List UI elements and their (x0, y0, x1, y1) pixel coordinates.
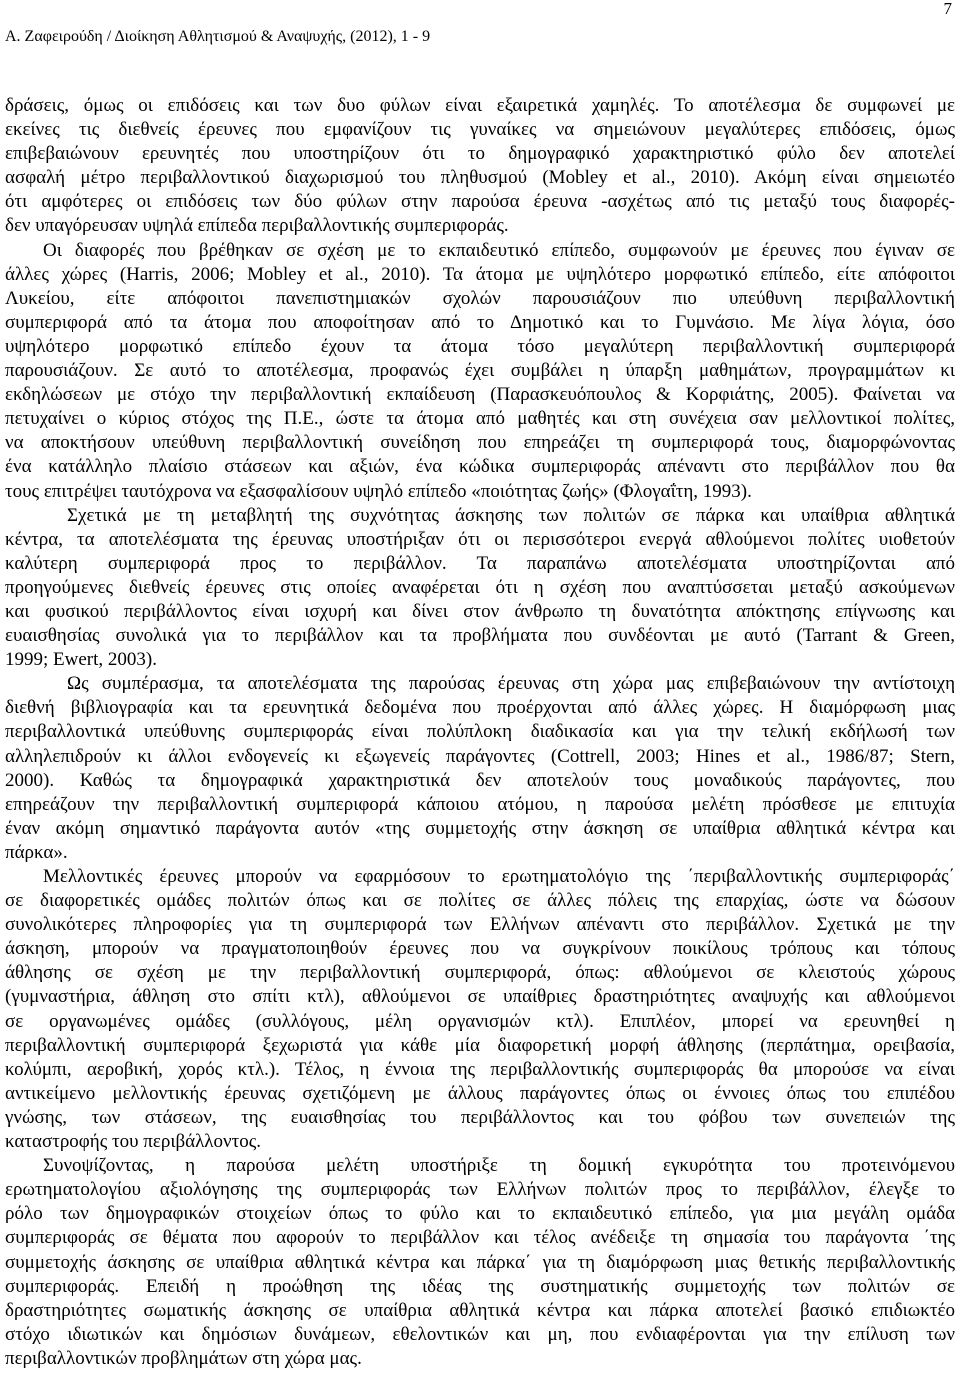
text-line: υψηλότερο μορφωτικό επίπεδο έχουν τα άτομα τόσο μεγαλύτερη περιβαλλοντική συμπεριφορά (5, 335, 955, 357)
text-line: κέντρα, τα αποτελέσματα της έρευνας υποστήριξαν ότι οι περισσότεροι ενεργά αθλούμενοι πολίτες υιοθετούν (5, 528, 955, 550)
text-line: να αποκτήσουν υπεύθυνη περιβαλλοντική συνείδηση που επηρεάζει τη συμπεριφορά τους, διαμορφώνοντας (5, 432, 955, 454)
text-line: συμπεριφοράς. Επειδή η προώθηση της ιδέας της συστηματικής συμμετοχής των πολιτών σε (5, 1275, 955, 1297)
text-line: κολύμπι, αεροβική, χορός κτλ.). Τέλος, η έννοια της περιβαλλοντικής συμπεριφοράς θα μπορούσε να είναι (5, 1058, 955, 1080)
text-line: Ως συμπέρασμα, τα αποτελέσματα της παρούσας έρευνας στη χώρα μας επιβεβαιώνουν την αντίστοιχη (67, 673, 955, 695)
text-line: αντικείμενο μελλοντικής έρευνας σχετιζόμενη με άλλους παράγοντες όπως οι έννοιες όπως του επιπέδου (5, 1082, 955, 1104)
text-line: ερωτηματολογίου αξιολόγησης της συμπεριφοράς των Ελλήνων πολιτών προς το περιβάλλον, έλεγξε το (5, 1179, 955, 1201)
text-line: έναν ακόμη σημαντικό παράγοντα αυτόν «της συμμετοχής στην άσκηση σε υπαίθρια αθλητικά κέντρα και (5, 817, 955, 839)
text-line: επηρεάζουν την περιβαλλοντική συμπεριφορά κάποιου ατόμου, η παρούσα μελέτη πρόσθεσε με επιτυχία (5, 793, 955, 815)
text-line: καλύτερη συμπεριφορά προς το περιβάλλον. Τα παραπάνω αποτελέσματα υποστηρίζονται από (5, 552, 955, 574)
text-line: Οι διαφορές που βρέθηκαν σε σχέση με το εκπαιδευτικό επίπεδο, συμφωνούν με έρευνες που έγιναν σε (43, 239, 955, 261)
text-line: προηγούμενες διεθνείς έρευνες στις οποίες αναφέρεται ότι η σχέση που αναπτύσσεται μεταξύ ασκούμενων (5, 576, 955, 598)
text-line: πετυχαίνει ο κύριος στόχος της Π.Ε., ώστε τα άτομα από μαθητές και στη συνέχεια σαν μελλοντικοί πολίτες, (5, 408, 955, 430)
body-paragraph (5, 865, 955, 1154)
text-line: σε διαφορετικές ομάδες πολιτών όπως και σε πολίτες σε άλλες πόλεις της επαρχίας, ώστε να δώσουν (5, 890, 955, 912)
text-line: συνολικότερες πληροφορίες για τη συμπεριφορά των Ελλήνων απέναντι στο περιβάλλον. Σχετικά με την (5, 914, 955, 936)
running-header: Α. Ζαφειρούδη / Διοίκηση Αθλητισμού & Αναψυχής, (2012), 1 - 9 (5, 28, 431, 45)
text-line: διεθνή βιβλιογραφία και τα ερευνητικά δεδομένα που προέρχονται από άλλες χώρες. Η διαμόρφωση μιας (5, 697, 955, 719)
text-line: άσκηση, μπορούν να πραγματοποιηθούν έρευνες που να συγκρίνουν ποικίλους τρόπους και τόπους (5, 938, 955, 960)
text-line: άλλες χώρες (Harris, 2006; Mobley et al., 2010). Τα άτομα με υψηλότερο μορφωτικό επίπεδο, είτε απόφοιτοι (5, 263, 955, 285)
text-line: ασφαλή μέτρο περιβαλλοντικού διαχωρισμού του πληθυσμού (Mobley et al., 2010). Ακόμη είναι σημειωτέο (5, 167, 955, 189)
text-line: δραστηριότητες σωματικής άσκησης σε υπαίθρια αθλητικά κέντρα και πάρκα αποτελεί βασικό επιδιωκτέο (5, 1299, 955, 1321)
text-line: άθλησης σε σχέση με την περιβαλλοντική συμπεριφορά, όπως: αθλούμενοι σε κλειστούς χώρους (5, 962, 955, 984)
text-line: σε οργανωμένες ομάδες (συλλόγους, μέλη οργανισμών κτλ). Επιπλέον, μπορεί να ερευνηθεί η (5, 1010, 955, 1032)
text-line: περιβαλλοντικών προβλημάτων στη χώρα μας. (5, 1347, 362, 1369)
text-line: στόχο ιδιωτικών και δημόσιων δυνάμεων, εθελοντικών και μη, που ενδιαφέρονται για την επίλυση των (5, 1323, 955, 1345)
text-line: ευαισθησίας συνολικά για το περιβάλλον και τα προβλήματα που συνδέονται με αυτό (Tarrant & Green, (5, 625, 955, 647)
text-line: συμπεριφορά από τα άτομα που αποφοίτησαν από το Δημοτικό και το Γυμνάσιο. Με λίγα λόγια, όσο (5, 311, 955, 333)
text-line: τους επιτρέψει ταυτόχρονα να εξασφαλίσουν υψηλό επίπεδο «ποιότητας ζωής» (Φλογαΐτη, 1993). (5, 480, 752, 502)
body-paragraph (5, 94, 955, 239)
text-line: εκδηλώσεων με στόχο την περιβαλλοντική εκπαίδευση (Παρασκευόπουλος & Κορφιάτης, 2005). Φαίνεται να (5, 384, 955, 406)
text-line: πάρκα». (5, 841, 68, 863)
text-line: Λυκείου, είτε απόφοιτοι πανεπιστημιακών σχολών παρουσιάζουν πιο υπεύθυνη περιβαλλοντική (5, 287, 955, 309)
body-paragraph (5, 1154, 955, 1371)
text-line: Σχετικά με τη μεταβλητή της συχνότητας άσκησης των πολιτών σε πάρκα και υπαίθρια αθλητικά (67, 504, 955, 526)
text-line: (γυμναστήρια, άθληση στο σπίτι κτλ), αθλούμενοι σε υπαίθριες δραστηριότητες αναψυχής και αθλούμενοι (5, 986, 955, 1008)
text-line: παρουσιάζουν. Σε αυτό το αποτέλεσμα, προφανώς έχει συμβάλει η ύπαρξη μαθημάτων, προγραμμάτων κι (5, 360, 955, 382)
text-line: δράσεις, όμως οι επιδόσεις και των δυο φύλων είναι εξαιρετικά χαμηλές. Το αποτέλεσμα δε συμφωνεί με (5, 95, 955, 116)
text-line: συμμετοχής άσκησης σε υπαίθρια αθλητικά κέντρα και πάρκα΄ για τη διαμόρφωση μιας θετικής περιβαλλοντικής (5, 1251, 955, 1273)
text-line: περιβαλλοντική συμπεριφορά ξεχωριστά για κάθε μία διαφορετική μορφή άθλησης (περπάτημα, ορειβασία, (5, 1034, 955, 1056)
text-line: συμπεριφοράς σε θέματα που αφορούν το περιβάλλον και τέλος ανέδειξε τη σημασία του παράγοντα ΄της (5, 1227, 955, 1249)
text-line: γνώσης, των στάσεων, της ευαισθησίας του περιβάλλοντος και του φόβου των συνεπειών της (5, 1106, 955, 1128)
body-paragraph (5, 672, 955, 865)
body-paragraph (5, 504, 955, 673)
text-line: 1999; Ewert, 2003). (5, 649, 157, 671)
text-line: εκείνες τις διεθνείς έρευνες που εμφανίζουν τις γυναίκες να σημειώνουν μεγαλύτερες επιδόσεις, όμως (5, 119, 955, 141)
text-line: επιβεβαιώνουν ερευνητές που υποστηρίζουν ότι το δημογραφικό χαρακτηριστικό φύλο δεν αποτελεί (5, 143, 955, 165)
text-line: καταστροφής του περιβάλλοντος. (5, 1131, 261, 1153)
text-line: δεν υπαγόρευσαν υψηλά επίπεδα περιβαλλοντικής συμπεριφοράς. (5, 215, 509, 237)
text-line: Συνοψίζοντας, η παρούσα μελέτη υποστήριξε τη δομική εγκυρότητα του προτεινόμενου (43, 1155, 955, 1177)
page-number: 7 (943, 0, 952, 18)
text-line: αλληλεπιδρούν κι άλλοι ενδογενείς κι εξωγενείς παράγοντες (Cottrell, 2003; Hines et al., 1986/87; Stern, (5, 745, 955, 767)
text-line: ένα κατάλληλο πλαίσιο στάσεων και αξιών, ένα κώδικα συμπεριφοράς απέναντι στο περιβάλλον που θα (5, 456, 955, 478)
text-line: 2000). Καθώς τα δημογραφικά χαρακτηριστικά δεν αποτελούν τους μοναδικούς παράγοντες, που (5, 769, 955, 791)
text-line: ρόλο των δημογραφικών στοιχείων όπως το φύλο και το εκπαιδευτικό επίπεδο, για μια μεγάλη ομάδα (5, 1203, 955, 1225)
body-text (5, 94, 955, 1371)
text-line: ότι αμφότερες οι επιδόσεις των δύο φύλων στην παρούσα έρευνα -ασχέτως από τις μεταξύ τους διαφορές- (5, 191, 955, 213)
text-line: Μελλοντικές έρευνες μπορούν να εφαρμόσουν το ερωτηματολόγιο της ΄περιβαλλοντικής συμπεριφοράς΄ (43, 866, 955, 887)
body-paragraph (5, 239, 955, 504)
text-line: και φυσικού περιβάλλοντος είναι ισχυρή και δίνει στον άνθρωπο τη δυνατότητα απόκτησης επίγνωσης και (5, 600, 955, 622)
text-line: περιβαλλοντικά υπεύθυνης συμπεριφοράς είναι πολύπλοκη διαδικασία και για την τελική εκδήλωσή των (5, 721, 955, 743)
